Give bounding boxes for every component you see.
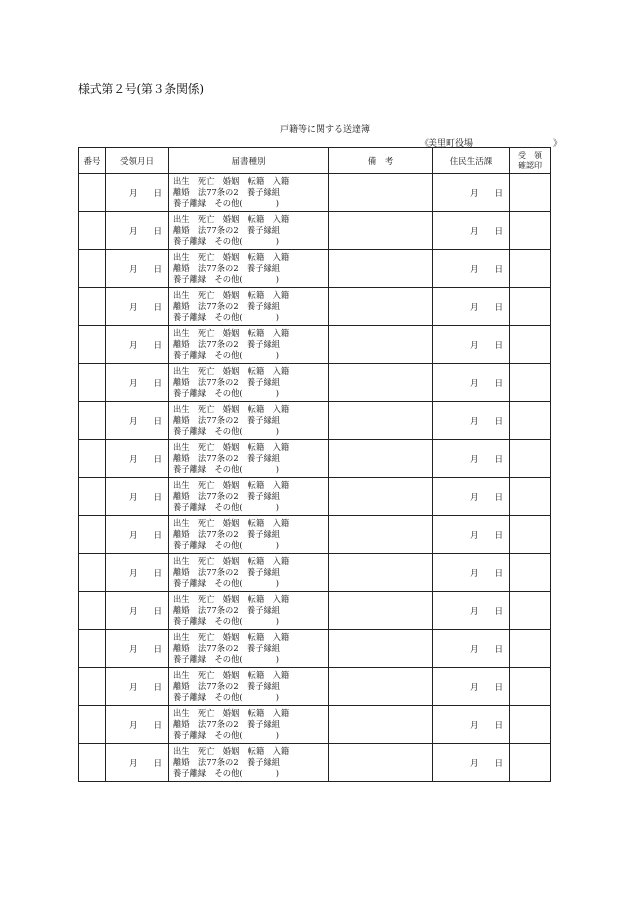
type-options-line3: 養子離縁 その他( ) — [173, 350, 280, 360]
type-options-line1: 出生 死亡 婚姻 転籍 入籍 — [173, 594, 290, 604]
section-day-label: 日 — [494, 606, 503, 617]
remarks-cell[interactable] — [329, 478, 433, 516]
confirm-seal-cell[interactable] — [510, 630, 551, 668]
received-month-label: 月 — [128, 340, 138, 351]
register-row — [79, 554, 551, 592]
header-notification-type: 届書種別 — [169, 148, 329, 174]
confirm-seal-cell[interactable] — [510, 440, 551, 478]
section-day-label: 日 — [494, 226, 503, 237]
type-options-line2: 離婚 法77条の2 養子縁組 — [173, 681, 281, 691]
confirm-seal-cell[interactable] — [510, 744, 551, 782]
received-month-label: 月 — [128, 226, 138, 237]
notification-type-cell[interactable] — [169, 174, 329, 212]
type-options-line2: 離婚 法77条の2 養子縁組 — [173, 529, 281, 539]
remarks-cell[interactable] — [329, 744, 433, 782]
notification-type-cell[interactable] — [169, 592, 329, 630]
received-date-cell[interactable] — [106, 288, 169, 326]
received-month-label: 月 — [128, 720, 138, 731]
type-options-line1: 出生 死亡 婚姻 転籍 入籍 — [173, 404, 290, 414]
row-number[interactable] — [79, 630, 106, 668]
received-day-label: 日 — [153, 188, 162, 199]
resident-section-date-cell[interactable] — [433, 364, 510, 402]
resident-section-date-cell[interactable] — [433, 744, 510, 782]
received-date-cell[interactable] — [106, 250, 169, 288]
section-month-label: 月 — [469, 454, 479, 465]
row-number[interactable] — [79, 706, 106, 744]
received-month-label: 月 — [128, 264, 138, 275]
type-options-line2: 離婚 法77条の2 養子縁組 — [173, 263, 281, 273]
section-day-label: 日 — [494, 682, 503, 693]
received-day-label: 日 — [153, 454, 162, 465]
section-day-label: 日 — [494, 492, 503, 503]
type-options-line2: 離婚 法77条の2 養子縁組 — [173, 377, 281, 387]
form-label: 様式第２号(第３条関係) — [78, 82, 204, 96]
remarks-cell[interactable] — [329, 440, 433, 478]
type-options-line1: 出生 死亡 婚姻 転籍 入籍 — [173, 632, 290, 642]
type-options-line1: 出生 死亡 婚姻 転籍 入籍 — [173, 214, 290, 224]
register-row — [79, 630, 551, 668]
remarks-cell[interactable] — [329, 288, 433, 326]
section-month-label: 月 — [469, 340, 479, 351]
section-month-label: 月 — [469, 416, 479, 427]
type-options-line1: 出生 死亡 婚姻 転籍 入籍 — [173, 366, 290, 376]
received-day-label: 日 — [153, 226, 162, 237]
received-date-cell[interactable] — [106, 630, 169, 668]
register-row — [79, 592, 551, 630]
resident-section-date-cell[interactable] — [433, 516, 510, 554]
remarks-cell[interactable] — [329, 212, 433, 250]
received-date-cell[interactable] — [106, 706, 169, 744]
received-day-label: 日 — [153, 682, 162, 693]
notification-type-cell[interactable] — [169, 364, 329, 402]
type-options-line1: 出生 死亡 婚姻 転籍 入籍 — [173, 480, 290, 490]
resident-section-date-cell[interactable] — [433, 326, 510, 364]
office-name-text: 美里町役場 — [428, 139, 474, 149]
received-date-cell[interactable] — [106, 326, 169, 364]
confirm-seal-cell[interactable] — [510, 554, 551, 592]
confirm-seal-cell[interactable] — [510, 364, 551, 402]
received-day-label: 日 — [153, 416, 162, 427]
resident-section-date-cell[interactable] — [433, 630, 510, 668]
received-date-cell[interactable] — [106, 212, 169, 250]
header-confirm-line1: 受 領 — [518, 150, 542, 160]
resident-section-date-cell[interactable] — [433, 706, 510, 744]
notification-type-cell[interactable] — [169, 668, 329, 706]
resident-section-date-cell[interactable] — [433, 288, 510, 326]
office-open-bracket: 《 — [420, 139, 430, 149]
section-day-label: 日 — [494, 378, 503, 389]
received-day-label: 日 — [153, 530, 162, 541]
remarks-cell[interactable] — [329, 554, 433, 592]
row-number[interactable] — [79, 668, 106, 706]
notification-type-cell[interactable] — [169, 478, 329, 516]
type-options-line3: 養子離縁 その他( ) — [173, 274, 280, 284]
header-confirm — [510, 148, 551, 174]
received-month-label: 月 — [128, 682, 138, 693]
received-day-label: 日 — [153, 340, 162, 351]
resident-section-date-cell[interactable] — [433, 250, 510, 288]
type-options-line3: 養子離縁 その他( ) — [173, 616, 280, 626]
confirm-seal-cell[interactable] — [510, 516, 551, 554]
office-close-bracket: 》 — [552, 139, 562, 149]
section-day-label: 日 — [494, 302, 503, 313]
received-day-label: 日 — [153, 378, 162, 389]
confirm-seal-cell[interactable] — [510, 402, 551, 440]
notification-type-cell[interactable] — [169, 516, 329, 554]
row-number[interactable] — [79, 288, 106, 326]
type-options-line3: 養子離縁 その他( ) — [173, 578, 280, 588]
type-options-line2: 離婚 法77条の2 養子縁組 — [173, 567, 281, 577]
confirm-seal-cell[interactable] — [510, 250, 551, 288]
remarks-cell[interactable] — [329, 326, 433, 364]
type-options-line1: 出生 死亡 婚姻 転籍 入籍 — [173, 290, 290, 300]
type-options-line3: 養子離縁 その他( ) — [173, 502, 280, 512]
section-day-label: 日 — [494, 264, 503, 275]
type-options-line2: 離婚 法77条の2 養子縁組 — [173, 757, 281, 767]
received-month-label: 月 — [128, 378, 138, 389]
type-options-line1: 出生 死亡 婚姻 転籍 入籍 — [173, 252, 290, 262]
register-row — [79, 212, 551, 250]
remarks-cell[interactable] — [329, 402, 433, 440]
section-month-label: 月 — [469, 302, 479, 313]
resident-section-date-cell[interactable] — [433, 478, 510, 516]
notification-type-cell[interactable] — [169, 440, 329, 478]
received-month-label: 月 — [128, 454, 138, 465]
type-options-line2: 離婚 法77条の2 養子縁組 — [173, 491, 281, 501]
row-number[interactable] — [79, 554, 106, 592]
remarks-cell[interactable] — [329, 668, 433, 706]
received-day-label: 日 — [153, 302, 162, 313]
received-date-cell[interactable] — [106, 668, 169, 706]
section-day-label: 日 — [494, 340, 503, 351]
resident-section-date-cell[interactable] — [433, 212, 510, 250]
type-options-line3: 養子離縁 その他( ) — [173, 198, 280, 208]
section-month-label: 月 — [469, 226, 479, 237]
section-month-label: 月 — [469, 378, 479, 389]
type-options-line2: 離婚 法77条の2 養子縁組 — [173, 719, 281, 729]
row-number[interactable] — [79, 250, 106, 288]
received-month-label: 月 — [128, 416, 138, 427]
received-month-label: 月 — [128, 606, 138, 617]
section-day-label: 日 — [494, 720, 503, 731]
remarks-cell[interactable] — [329, 174, 433, 212]
section-month-label: 月 — [469, 530, 479, 541]
received-date-cell[interactable] — [106, 440, 169, 478]
section-month-label: 月 — [469, 188, 479, 199]
notification-type-cell[interactable] — [169, 554, 329, 592]
received-month-label: 月 — [128, 568, 138, 579]
register-row — [79, 706, 551, 744]
type-options-line2: 離婚 法77条の2 養子縁組 — [173, 643, 281, 653]
resident-section-date-cell[interactable] — [433, 554, 510, 592]
section-month-label: 月 — [469, 606, 479, 617]
received-date-cell[interactable] — [106, 516, 169, 554]
confirm-seal-cell[interactable] — [510, 174, 551, 212]
header-resident-section: 住民生活課 — [433, 148, 510, 174]
section-month-label: 月 — [469, 758, 479, 769]
resident-section-date-cell[interactable] — [433, 174, 510, 212]
notification-type-cell[interactable] — [169, 250, 329, 288]
received-date-cell[interactable] — [106, 478, 169, 516]
resident-section-date-cell[interactable] — [433, 592, 510, 630]
received-date-cell[interactable] — [106, 744, 169, 782]
section-month-label: 月 — [469, 682, 479, 693]
row-number[interactable] — [79, 478, 106, 516]
type-options-line3: 養子離縁 その他( ) — [173, 388, 280, 398]
type-options-line2: 離婚 法77条の2 養子縁組 — [173, 339, 281, 349]
section-day-label: 日 — [494, 530, 503, 541]
row-number[interactable] — [79, 744, 106, 782]
register-row — [79, 364, 551, 402]
received-date-cell[interactable] — [106, 364, 169, 402]
row-number[interactable] — [79, 326, 106, 364]
type-options-line2: 離婚 法77条の2 養子縁組 — [173, 453, 281, 463]
type-options-line3: 養子離縁 その他( ) — [173, 768, 280, 778]
received-day-label: 日 — [153, 644, 162, 655]
section-day-label: 日 — [494, 644, 503, 655]
notification-type-cell[interactable] — [169, 288, 329, 326]
type-options-line1: 出生 死亡 婚姻 転籍 入籍 — [173, 328, 290, 338]
resident-section-date-cell[interactable] — [433, 440, 510, 478]
received-day-label: 日 — [153, 606, 162, 617]
register-row — [79, 250, 551, 288]
notification-type-cell[interactable] — [169, 212, 329, 250]
type-options-line2: 離婚 法77条の2 養子縁組 — [173, 605, 281, 615]
register-row — [79, 668, 551, 706]
confirm-seal-cell[interactable] — [510, 478, 551, 516]
type-options-line3: 養子離縁 その他( ) — [173, 312, 280, 322]
type-options-line2: 離婚 法77条の2 養子縁組 — [173, 415, 281, 425]
received-month-label: 月 — [128, 492, 138, 503]
type-options-line3: 養子離縁 その他( ) — [173, 692, 280, 702]
received-day-label: 日 — [153, 720, 162, 731]
received-month-label: 月 — [128, 758, 138, 769]
register-row — [79, 516, 551, 554]
remarks-cell[interactable] — [329, 364, 433, 402]
remarks-cell[interactable] — [329, 592, 433, 630]
type-options-line3: 養子離縁 その他( ) — [173, 730, 280, 740]
row-number[interactable] — [79, 364, 106, 402]
confirm-seal-cell[interactable] — [510, 706, 551, 744]
remarks-cell[interactable] — [329, 706, 433, 744]
row-number[interactable] — [79, 440, 106, 478]
received-day-label: 日 — [153, 758, 162, 769]
received-month-label: 月 — [128, 302, 138, 313]
type-options-line3: 養子離縁 その他( ) — [173, 464, 280, 474]
resident-section-date-cell[interactable] — [433, 668, 510, 706]
type-options-line2: 離婚 法77条の2 養子縁組 — [173, 225, 281, 235]
section-day-label: 日 — [494, 188, 503, 199]
received-date-cell[interactable] — [106, 554, 169, 592]
received-day-label: 日 — [153, 264, 162, 275]
notification-type-cell[interactable] — [169, 326, 329, 364]
received-day-label: 日 — [153, 492, 162, 503]
resident-section-date-cell[interactable] — [433, 402, 510, 440]
type-options-line3: 養子離縁 その他( ) — [173, 426, 280, 436]
row-number[interactable] — [79, 402, 106, 440]
confirm-seal-cell[interactable] — [510, 592, 551, 630]
received-date-cell[interactable] — [106, 174, 169, 212]
header-received-date: 受領月日 — [106, 148, 169, 174]
confirm-seal-cell[interactable] — [510, 326, 551, 364]
section-day-label: 日 — [494, 568, 503, 579]
received-month-label: 月 — [128, 644, 138, 655]
received-date-cell[interactable] — [106, 592, 169, 630]
received-date-cell[interactable] — [106, 402, 169, 440]
header-number: 番号 — [79, 148, 106, 174]
notification-type-cell[interactable] — [169, 706, 329, 744]
section-day-label: 日 — [494, 454, 503, 465]
register-row — [79, 326, 551, 364]
section-day-label: 日 — [494, 416, 503, 427]
section-day-label: 日 — [494, 758, 503, 769]
row-number[interactable] — [79, 516, 106, 554]
type-options-line1: 出生 死亡 婚姻 転籍 入籍 — [173, 746, 290, 756]
received-day-label: 日 — [153, 568, 162, 579]
row-number[interactable] — [79, 592, 106, 630]
confirm-seal-cell[interactable] — [510, 288, 551, 326]
register-row — [79, 744, 551, 782]
confirm-seal-cell[interactable] — [510, 212, 551, 250]
type-options-line3: 養子離縁 その他( ) — [173, 654, 280, 664]
header-row — [79, 148, 551, 174]
register-row — [79, 402, 551, 440]
type-options-line3: 養子離縁 その他( ) — [173, 540, 280, 550]
confirm-seal-cell[interactable] — [510, 668, 551, 706]
section-month-label: 月 — [469, 264, 479, 275]
type-options-line1: 出生 死亡 婚姻 転籍 入籍 — [173, 176, 290, 186]
row-number[interactable] — [79, 174, 106, 212]
notification-type-cell[interactable] — [169, 744, 329, 782]
remarks-cell[interactable] — [329, 630, 433, 668]
section-month-label: 月 — [469, 492, 479, 503]
register-table — [78, 147, 551, 782]
register-row — [79, 440, 551, 478]
section-month-label: 月 — [469, 720, 479, 731]
type-options-line1: 出生 死亡 婚姻 転籍 入籍 — [173, 556, 290, 566]
section-month-label: 月 — [469, 644, 479, 655]
register-row — [79, 174, 551, 212]
notification-type-cell[interactable] — [169, 630, 329, 668]
notification-type-cell[interactable] — [169, 402, 329, 440]
remarks-cell[interactable] — [329, 516, 433, 554]
type-options-line1: 出生 死亡 婚姻 転籍 入籍 — [173, 518, 290, 528]
type-options-line2: 離婚 法77条の2 養子縁組 — [173, 187, 281, 197]
header-remarks: 備 考 — [329, 148, 433, 174]
row-number[interactable] — [79, 212, 106, 250]
register-row — [79, 478, 551, 516]
type-options-line1: 出生 死亡 婚姻 転籍 入籍 — [173, 442, 290, 452]
header-confirm-line2: 確認印 — [518, 160, 542, 170]
section-month-label: 月 — [469, 568, 479, 579]
received-month-label: 月 — [128, 530, 138, 541]
received-month-label: 月 — [128, 188, 138, 199]
type-options-line2: 離婚 法77条の2 養子縁組 — [173, 301, 281, 311]
register-row — [79, 288, 551, 326]
remarks-cell[interactable] — [329, 250, 433, 288]
type-options-line1: 出生 死亡 婚姻 転籍 入籍 — [173, 708, 290, 718]
type-options-line3: 養子離縁 その他( ) — [173, 236, 280, 246]
document-title: 戸籍等に関する送達簿 — [280, 125, 371, 135]
type-options-line1: 出生 死亡 婚姻 転籍 入籍 — [173, 670, 290, 680]
